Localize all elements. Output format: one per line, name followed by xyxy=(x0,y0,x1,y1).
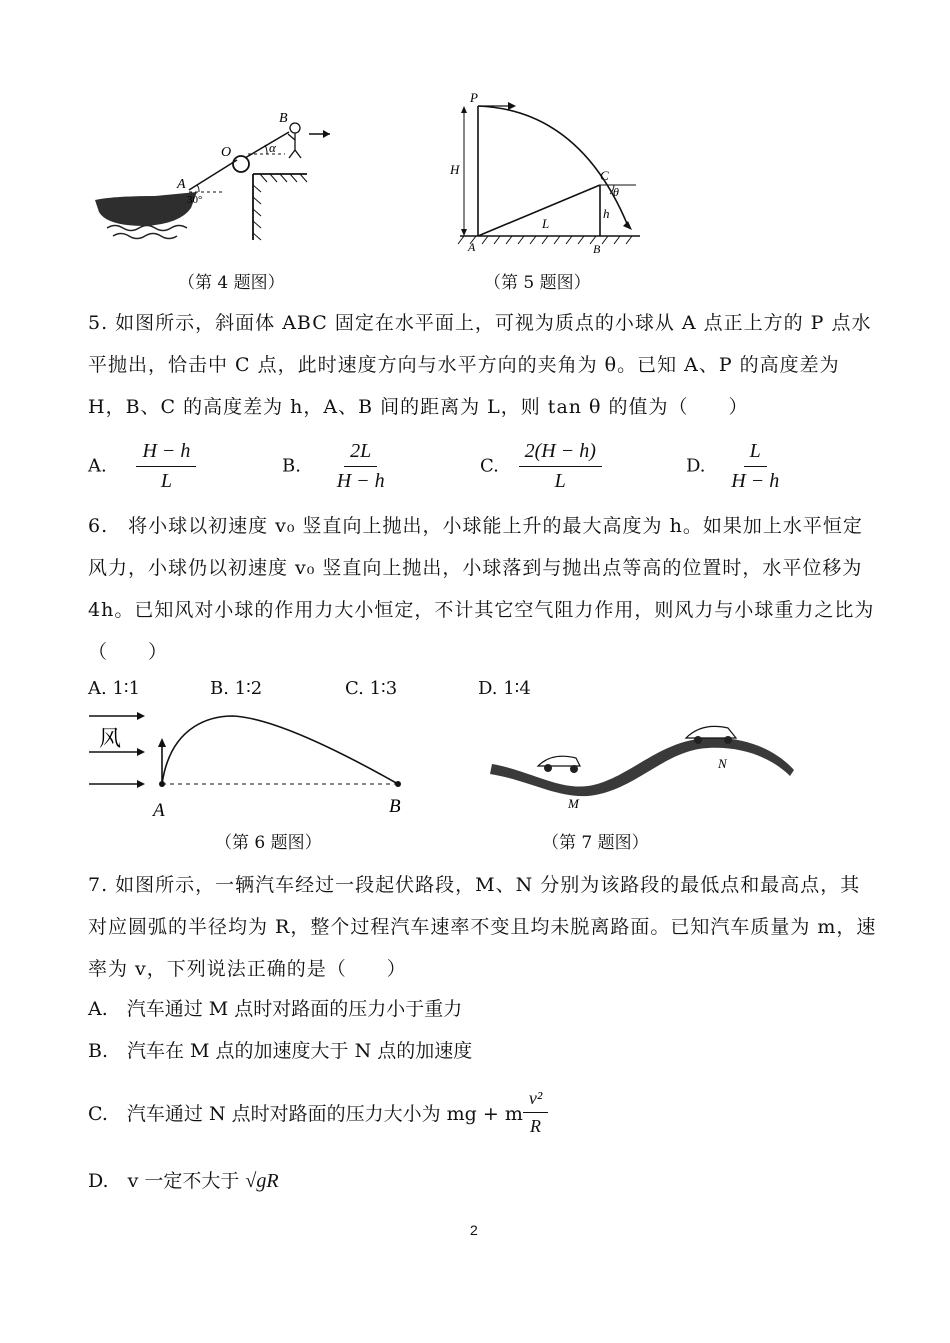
q7-option-d-text: D. v 一定不大于 xyxy=(88,1170,246,1192)
q5-option-b-num: 2L xyxy=(344,440,377,467)
fig4-label-A: A xyxy=(177,177,186,192)
q5-option-a xyxy=(88,440,196,493)
fig6-label-B: B xyxy=(389,796,401,817)
q7-option-d-sqrt: √gR xyxy=(245,1170,279,1192)
q5-option-a-num: H − h xyxy=(136,440,196,467)
caption-fig5: （第 5 题图） xyxy=(484,273,591,293)
q7-option-b: B. 汽车在 M 点的加速度大于 N 点的加速度 xyxy=(88,1040,473,1062)
q5-option-d-label: D. xyxy=(686,455,706,477)
q7-option-c xyxy=(88,1088,548,1137)
figure-6 xyxy=(85,702,415,824)
fig5-label-H: H xyxy=(450,162,460,177)
fig4-label-B: B xyxy=(279,111,288,126)
q5-option-c-den: L xyxy=(554,470,566,492)
q5-stem: 5. 如图所示，斜面体 ABC 固定在水平面上，可视为质点的小球从 A 点正上方的 P 点水平抛出，恰击中 C 点，此时速度方向与水平方向的夹角为 θ。已知 A、P 的高度差为 H，B、C 的高度差为 h，A、B 间的距离为 L，则 tan θ 的值为（ ） xyxy=(88,312,872,418)
fig7-label-N: N xyxy=(718,756,727,771)
q6-option-d: D. 1∶4 xyxy=(478,678,531,699)
q5-option-b-den: H − h xyxy=(336,470,385,492)
car-at-m xyxy=(538,756,580,773)
q6-option-a: A. 1∶1 xyxy=(88,678,141,699)
fig4-label-alpha: α xyxy=(269,140,276,155)
q5-option-d xyxy=(686,440,785,493)
fig5-label-theta: θ xyxy=(613,185,619,199)
q7-option-c-den: R xyxy=(530,1116,542,1136)
figure-4 xyxy=(85,100,335,250)
q7-option-d xyxy=(88,1166,279,1193)
fig6-label-wind: 风 xyxy=(99,727,122,752)
caption-fig7: （第 7 题图） xyxy=(542,833,649,853)
figure-5 xyxy=(440,88,650,258)
page-number: 2 xyxy=(470,1222,478,1238)
fig5-label-A: A xyxy=(468,240,476,254)
figure-7 xyxy=(488,712,800,812)
fig5-label-P: P xyxy=(470,90,478,105)
fig7-label-M: M xyxy=(568,796,579,811)
q5-option-a-label: A. xyxy=(88,455,107,477)
q7-option-c-text: C. 汽车通过 N 点时对路面的压力大小为 mg + m xyxy=(88,1103,523,1125)
fig6-label-A: A xyxy=(153,800,165,821)
boat xyxy=(95,192,197,226)
q7-option-c-num: v² xyxy=(523,1088,548,1113)
fig5-label-C: C xyxy=(600,168,609,183)
caption-fig4: （第 4 题图） xyxy=(178,273,285,293)
q5-option-d-num: L xyxy=(744,440,767,467)
q6-stem: 6. 将小球以初速度 v₀ 竖直向上抛出，小球能上升的最大高度为 h。如果加上水平恒定风力，小球仍以初速度 v₀ 竖直向上抛出，小球落到与抛出点等高的位置时，水平位移为 4h。已知风对小球的作用力大小恒定，不计其它空气阻力作用，则风力与小球重力之比为（ ） xyxy=(88,515,875,663)
fig4-label-O: O xyxy=(221,145,232,160)
q5-option-c xyxy=(480,440,602,493)
fig5-label-L: L xyxy=(542,216,550,231)
q7-option-a: A. 汽车通过 M 点时对路面的压力小于重力 xyxy=(88,998,463,1020)
trajectory xyxy=(162,716,398,784)
q7-stem: 7. 如图所示，一辆汽车经过一段起伏路段，M、N 分别为该路段的最低点和最高点，其对应圆弧的半径均为 R，整个过程汽车速率不变且均未脱离路面。已知汽车质量为 m，速率为 v，下列说法正确的是（ ） xyxy=(88,874,877,980)
q5-option-c-num: 2(H − h) xyxy=(519,440,602,467)
q5-option-d-den: H − h xyxy=(731,470,780,492)
q5-option-a-den: L xyxy=(160,470,172,492)
caption-fig6: （第 6 题图） xyxy=(215,833,322,853)
fig5-label-B: B xyxy=(593,242,601,256)
q5-option-c-label: C. xyxy=(480,455,499,477)
q5-option-b xyxy=(282,440,391,493)
q6-option-c: C. 1∶3 xyxy=(345,678,398,699)
q5-option-b-label: B. xyxy=(282,455,301,477)
pulley xyxy=(233,156,249,172)
q6-option-b: B. 1∶2 xyxy=(210,678,263,699)
fig4-label-30: 30° xyxy=(187,194,203,206)
fig5-label-h: h xyxy=(603,206,610,221)
road xyxy=(490,738,794,796)
